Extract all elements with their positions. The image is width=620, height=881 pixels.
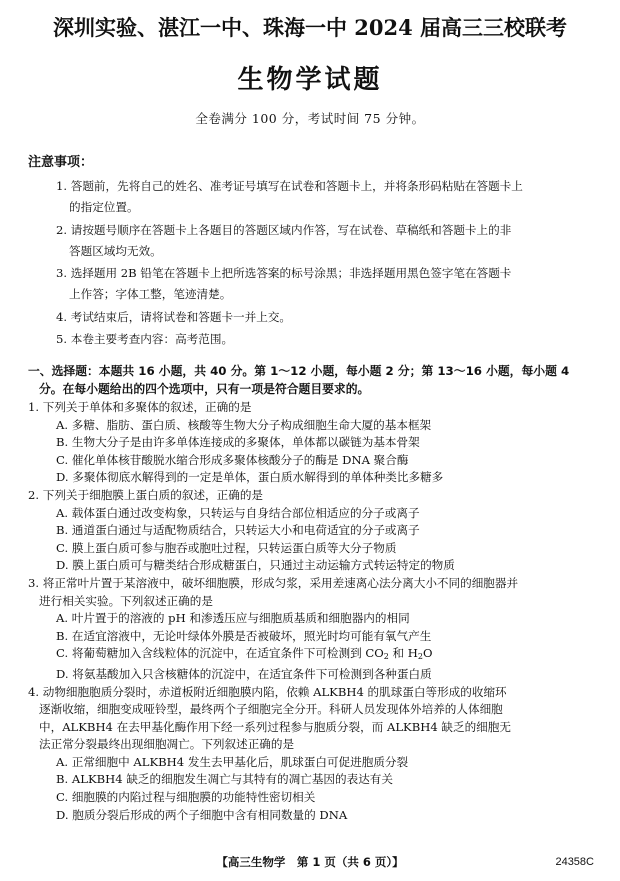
- option-a: A. 正常细胞中 ALKBH4 发生去甲基化后，肌球蛋白可促进胞质分裂: [56, 754, 409, 769]
- option-c: C. 催化单体核苷酸脱水缩合形成多聚体核酸分子的酶是 DNA 聚合酶: [56, 452, 409, 467]
- section-heading-line: 一、选择题：本题共 16 小题，共 40 分。第 1～12 小题，每小题 2 分；第 13～16 小题，每小题 4: [28, 364, 570, 378]
- option-b: B. ALKBH4 缺乏的细胞发生凋亡与其特有的凋亡基因的表达有关: [56, 772, 393, 787]
- notice-heading: 注意事项：: [28, 155, 94, 170]
- notice-line: 5. 本卷主要考查内容：高考范围。: [56, 332, 234, 346]
- notice-line: 3. 选择题用 2B 铅笔在答题卡上把所选答案的标号涂黑；非选择题用黑色签字笔在答题卡: [56, 266, 512, 280]
- notice-item: [56, 307, 596, 328]
- option-a: A. 多糖、脂肪、蛋白质、核酸等生物大分子构成细胞生命大厦的基本框架: [56, 417, 432, 432]
- option-d: D. 将氨基酸加入只含核糖体的沉淀中，在适宜条件下可检测到各种蛋白质: [56, 666, 432, 681]
- question-4: [28, 684, 598, 825]
- option-c: C. 细胞膜的内陷过程与细胞膜的功能特性密切相关: [56, 790, 316, 805]
- question-stem-line: 中，ALKBH4 在去甲基化酶作用下经一系列过程参与胞质分裂，而 ALKBH4 缺乏的细胞无: [39, 719, 511, 734]
- question-1: [28, 399, 598, 487]
- question-stem-line: 4. 动物细胞胞质分裂时，赤道板附近细胞膜内陷，依赖 ALKBH4 的肌球蛋白等形成的收缩环: [28, 684, 507, 699]
- option-d: D. 膜上蛋白质可与糖类结合形成糖蛋白，只通过主动运输方式转运特定的物质: [56, 558, 455, 573]
- question-stem: 2. 下列关于细胞膜上蛋白质的叙述，正确的是: [28, 487, 264, 502]
- option-c: [28, 645, 598, 666]
- question-stem-line: 逐渐收缩，细胞变成哑铃型，最终两个子细胞完全分开。科研人员发现体外培养的人体细胞: [39, 702, 503, 717]
- option-text: C. 将葡萄糖加入含线粒体的沉淀中，在适宜条件下可检测到 CO: [56, 646, 384, 661]
- question-2: [28, 487, 598, 575]
- notice-item: [56, 263, 596, 305]
- option-text: O: [423, 646, 433, 661]
- notice-item: [56, 176, 596, 218]
- subscript: 2: [383, 652, 389, 662]
- option-text: 和 H: [388, 646, 418, 661]
- option-a: A. 叶片置于的溶液的 pH 和渗透压应与细胞质基质和细胞器内的相同: [56, 611, 410, 626]
- question-list: [28, 399, 598, 824]
- question-stem-line: 3. 将正常叶片置于某溶液中，破坏细胞膜，形成匀浆，采用差速离心法分离大小不同的细胞器并: [28, 575, 519, 590]
- notice-item: [56, 329, 596, 350]
- exam-info: 全卷满分 100 分，考试时间 75 分钟。: [195, 111, 425, 126]
- option-b: B. 生物大分子是由许多单体连接成的多聚体，单体都以碳链为基本骨架: [56, 435, 420, 450]
- subject-title: 生物学试题: [237, 65, 383, 95]
- section-heading-line: 分。在每小题给出的四个选项中，只有一项是符合题目要求的。: [39, 381, 370, 396]
- notice-line: 答题区域均无效。: [69, 243, 162, 258]
- option-a: A. 载体蛋白通过改变构象，只转运与自身结合部位相适应的分子或离子: [56, 505, 420, 520]
- notice-line: 2. 请按题号顺序在答题卡上各题目的答题区域内作答，写在试卷、草稿纸和答题卡上的非: [56, 222, 512, 237]
- option-c: C. 膜上蛋白质可参与胞吞或胞吐过程，只转运蛋白质等大分子物质: [56, 540, 397, 555]
- notice-list: [56, 176, 596, 352]
- notice-item: [56, 220, 596, 262]
- notice-line: 上作答；字体工整，笔迹清楚。: [69, 287, 232, 301]
- question-stem: 1. 下列关于单体和多聚体的叙述，正确的是: [28, 400, 252, 414]
- option-d: D. 多聚体彻底水解得到的一定是单体，蛋白质水解得到的单体种类比多糖多: [56, 470, 444, 485]
- page-footer: 【高三生物学 第 1 页（共 6 页）】: [216, 855, 404, 869]
- question-stem: [28, 575, 598, 610]
- subscript: 2: [417, 652, 424, 662]
- question-stem-line: 法正常分裂最终出现细胞凋亡。下列叙述正确的是: [39, 737, 295, 752]
- option-b: B. 通道蛋白通过与适配物质结合，只转运大小和电荷适宜的分子或离子: [56, 523, 420, 538]
- option-d: D. 胞质分裂后形成的两个子细胞中含有相同数量的 DNA: [56, 807, 348, 822]
- question-stem-line: 进行相关实验。下列叙述正确的是: [39, 593, 213, 608]
- question-stem: [28, 684, 598, 754]
- notice-line: 4. 考试结束后，请将试卷和答题卡一并上交。: [56, 309, 292, 324]
- paper-code: 24358C: [555, 856, 594, 868]
- notice-line: 1. 答题前，先将自己的姓名、准考证号填写在试卷和答题卡上，并将条形码粘贴在答题卡上: [56, 179, 523, 193]
- notice-line: 的指定位置。: [69, 200, 139, 214]
- exam-title: 深圳实验、湛江一中、珠海一中 2024 届高三三校联考: [52, 15, 568, 40]
- section-heading: [28, 363, 598, 398]
- option-b: B. 在适宜溶液中，无论叶绿体外膜是否被破坏，照光时均可能有氧气产生: [56, 628, 432, 643]
- question-3: [28, 575, 598, 684]
